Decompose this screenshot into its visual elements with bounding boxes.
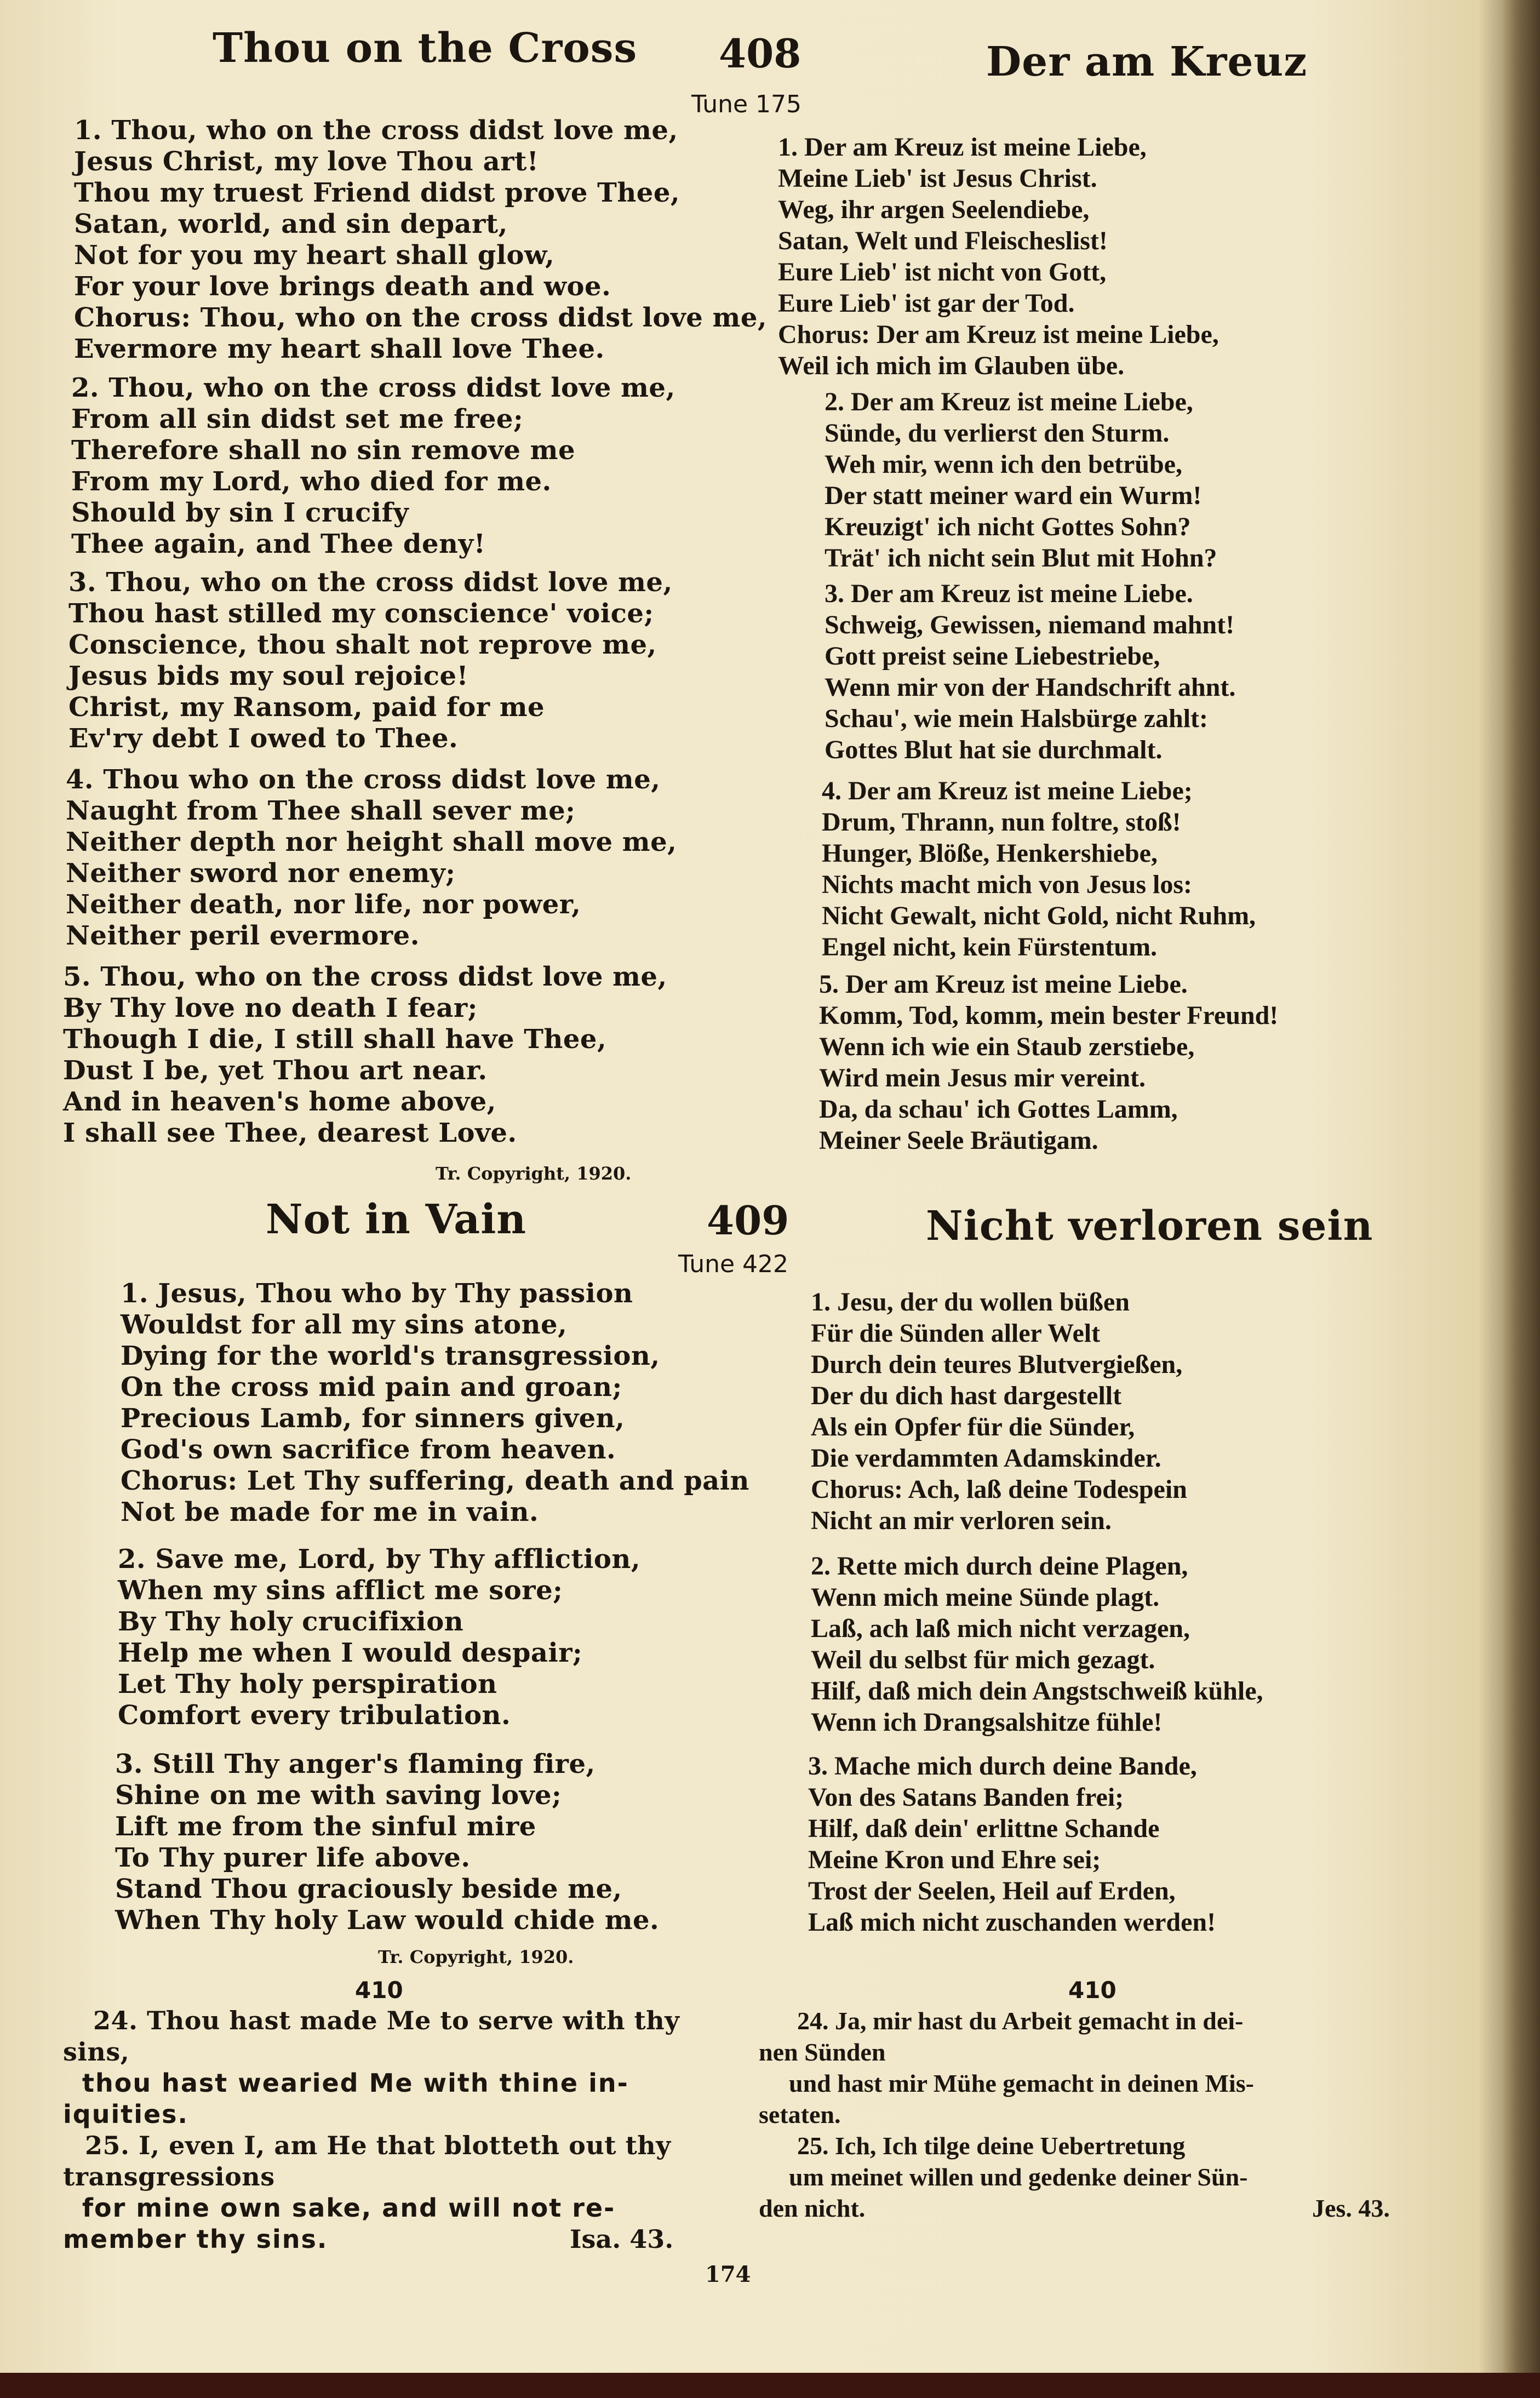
verse-line: God's own sacrifice from heaven. bbox=[121, 1434, 616, 1465]
verse-line: 4. Thou who on the cross didst love me, bbox=[66, 764, 661, 795]
verse-line: Meine Lieb' ist Jesus Christ. bbox=[778, 164, 1097, 193]
reading-410-german bbox=[759, 2005, 1254, 2224]
verse-line: transgressions bbox=[63, 2162, 275, 2191]
reading-410-reference-german: Jes. 43. bbox=[1312, 2194, 1390, 2222]
verse-line: Dust I be, yet Thou art near. bbox=[63, 1055, 488, 1086]
verse-line: And in heaven's home above, bbox=[63, 1086, 496, 1117]
verse-line: Trät' ich nicht sein Blut mit Hohn? bbox=[825, 543, 1217, 573]
verse-line: 3. Mache mich durch deine Bande, bbox=[808, 1752, 1197, 1781]
hymn-409-en-stanza-3 bbox=[115, 1749, 659, 1936]
page-edge bbox=[1502, 0, 1540, 2398]
verse-line: Weh mir, wenn ich den betrübe, bbox=[825, 450, 1182, 479]
reading-410-number-english: 410 bbox=[355, 1977, 403, 2004]
verse-line: Meiner Seele Bräutigam. bbox=[819, 1126, 1098, 1155]
verse-line: Meine Kron und Ehre sei; bbox=[808, 1845, 1101, 1874]
hymn-408-title-german: Der am Kreuz bbox=[986, 38, 1308, 85]
chorus-line: Chorus: Der am Kreuz ist meine Liebe, bbox=[778, 320, 1219, 349]
verse-line: sins, bbox=[63, 2037, 130, 2067]
verse-line: Die verdammten Adamskinder. bbox=[811, 1444, 1161, 1473]
hymn-409-en-stanza-2 bbox=[118, 1544, 640, 1731]
hymn-408-de-stanza-5 bbox=[819, 969, 1278, 1156]
hymn-408-de-stanza-2 bbox=[825, 386, 1217, 574]
verse-line: I shall see Thee, dearest Love. bbox=[63, 1118, 517, 1148]
verse-line: Komm, Tod, komm, mein bester Freund! bbox=[819, 1001, 1279, 1030]
verse-line: for mine own sake, and will not re- bbox=[82, 2193, 616, 2223]
verse-line: 1. Jesus, Thou who by Thy passion bbox=[121, 1278, 633, 1309]
verse-line: um meinet willen und gedenke deiner Sün- bbox=[789, 2163, 1248, 2191]
verse-line: Eure Lieb' ist gar der Tod. bbox=[778, 289, 1075, 318]
verse-line: 1. Jesu, der du wollen büßen bbox=[811, 1287, 1130, 1317]
verse-line: Naught from Thee shall sever me; bbox=[66, 795, 576, 826]
verse-line: Weil du selbst für mich gezagt. bbox=[811, 1645, 1155, 1674]
verse-line: 3. Still Thy anger's flaming fire, bbox=[115, 1749, 596, 1779]
verse-line: 1. Thou, who on the cross didst love me, bbox=[74, 115, 678, 146]
verse-line: Weil ich mich im Glauben übe. bbox=[778, 351, 1125, 380]
verse-line: Conscience, thou shalt not reprove me, bbox=[68, 629, 657, 660]
verse-line: Hilf, daß dein' erlittne Schande bbox=[808, 1814, 1160, 1843]
verse-line: Durch dein teures Blutvergießen, bbox=[811, 1350, 1183, 1379]
hymn-409-title-english: Not in Vain bbox=[266, 1196, 527, 1243]
verse-line: Thou my truest Friend didst prove Thee, bbox=[74, 178, 680, 208]
verse-line: 1. Der am Kreuz ist meine Liebe, bbox=[778, 133, 1147, 162]
chorus-line: Chorus: Thou, who on the cross didst love me, bbox=[74, 302, 768, 333]
hymn-408-de-stanza-1 bbox=[778, 131, 1219, 381]
hymn-409-en-stanza-1 bbox=[121, 1278, 749, 1528]
verse-line: Jesus bids my soul rejoice! bbox=[68, 661, 469, 691]
verse-line: Hunger, Blöße, Henkershiebe, bbox=[822, 839, 1158, 868]
verse-line: 24. Ja, mir hast du Arbeit gemacht in dei- bbox=[797, 2007, 1244, 2035]
verse-line: 2. Rette mich durch deine Plagen, bbox=[811, 1552, 1188, 1581]
verse-line: Nicht an mir verloren sein. bbox=[811, 1506, 1112, 1535]
reading-410-reference-english: Isa. 43. bbox=[570, 2224, 674, 2254]
verse-line: Stand Thou graciously beside me, bbox=[115, 1874, 622, 1904]
verse-line: Gott preist seine Liebestriebe, bbox=[825, 642, 1160, 671]
hymn-409-tune: Tune 422 bbox=[678, 1250, 789, 1278]
verse-line: On the cross mid pain and groan; bbox=[121, 1372, 622, 1403]
verse-line: Lift me from the sinful mire bbox=[115, 1811, 536, 1842]
verse-line: Satan, world, and sin depart, bbox=[74, 209, 508, 239]
verse-line: Trost der Seelen, Heil auf Erden, bbox=[808, 1876, 1176, 1905]
verse-line: Let Thy holy perspiration bbox=[118, 1669, 497, 1699]
verse-line: 2. Thou, who on the cross didst love me, bbox=[71, 373, 675, 403]
verse-line: Gottes Blut hat sie durchmalt. bbox=[825, 735, 1163, 764]
verse-line: Drum, Thrann, nun foltre, stoß! bbox=[822, 808, 1181, 837]
verse-line: Engel nicht, kein Fürstentum. bbox=[822, 932, 1158, 962]
verse-line: For your love brings death and woe. bbox=[74, 271, 611, 302]
chorus-line: Chorus: Let Thy suffering, death and pain bbox=[121, 1466, 749, 1496]
verse-line: By Thy love no death I fear; bbox=[63, 993, 478, 1023]
verse-line: Should by sin I crucify bbox=[71, 497, 409, 528]
hymn-409-de-stanza-3 bbox=[808, 1750, 1216, 1938]
verse-line: Comfort every tribulation. bbox=[118, 1700, 511, 1731]
verse-line: Neither peril evermore. bbox=[66, 920, 420, 951]
verse-line: 25. Ich, Ich tilge deine Uebertretung bbox=[797, 2132, 1186, 2160]
verse-line: Schweig, Gewissen, niemand mahnt! bbox=[825, 610, 1235, 639]
verse-line: Eure Lieb' ist nicht von Gott, bbox=[778, 257, 1107, 287]
verse-line: Wird mein Jesus mir vereint. bbox=[819, 1063, 1146, 1092]
reading-410-number-german: 410 bbox=[1068, 1977, 1117, 2004]
verse-line: Neither death, nor life, nor power, bbox=[66, 889, 581, 920]
verse-line: Thou hast stilled my conscience' voice; bbox=[68, 598, 654, 629]
verse-line: Laß, ach laß mich nicht verzagen, bbox=[811, 1614, 1190, 1643]
verse-line: Für die Sünden aller Welt bbox=[811, 1319, 1101, 1348]
verse-line: Ev'ry debt I owed to Thee. bbox=[68, 723, 459, 754]
verse-line: 5. Thou, who on the cross didst love me, bbox=[63, 962, 667, 992]
verse-line: When my sins afflict me sore; bbox=[118, 1575, 563, 1606]
hymn-408-title-english: Thou on the Cross bbox=[213, 25, 638, 72]
verse-line: Help me when I would despair; bbox=[118, 1638, 583, 1668]
hymn-408-en-stanza-3 bbox=[68, 567, 673, 754]
verse-line: Wenn mir von der Handschrift ahnt. bbox=[825, 673, 1236, 702]
verse-line: From my Lord, who died for me. bbox=[71, 466, 552, 497]
verse-line: Jesus Christ, my love Thou art! bbox=[74, 146, 539, 177]
verse-line: Neither depth nor height shall move me, bbox=[66, 827, 677, 857]
verse-line: und hast mir Mühe gemacht in deinen Mis- bbox=[789, 2069, 1254, 2097]
verse-line: 2. Der am Kreuz ist meine Liebe, bbox=[825, 387, 1193, 416]
verse-line: Als ein Opfer für die Sünder, bbox=[811, 1412, 1135, 1441]
verse-line: Weg, ihr argen Seelendiebe, bbox=[778, 195, 1090, 224]
hymn-409-number: 409 bbox=[707, 1197, 789, 1244]
verse-line: Satan, Welt und Fleischeslist! bbox=[778, 226, 1108, 255]
verse-line: By Thy holy crucifixion bbox=[118, 1606, 464, 1637]
verse-line: den nicht. bbox=[759, 2194, 866, 2222]
verse-line: Though I die, I still shall have Thee, bbox=[63, 1024, 607, 1055]
verse-line: 25. I, even I, am He that blotteth out thy bbox=[85, 2131, 671, 2160]
verse-line: member thy sins. bbox=[63, 2224, 328, 2254]
verse-line: Schau', wie mein Halsbürge zahlt: bbox=[825, 704, 1209, 733]
verse-line: Der du dich hast dargestellt bbox=[811, 1381, 1122, 1410]
hymn-409-title-german: Nicht verloren sein bbox=[926, 1203, 1373, 1250]
verse-line: Dying for the world's transgression, bbox=[121, 1341, 660, 1371]
page-number: 174 bbox=[705, 2262, 751, 2287]
hymn-409-de-stanza-2 bbox=[811, 1550, 1263, 1738]
verse-line: nen Sünden bbox=[759, 2038, 886, 2066]
verse-line: Not be made for me in vain. bbox=[121, 1497, 539, 1527]
verse-line: 3. Der am Kreuz ist meine Liebe. bbox=[825, 579, 1193, 608]
hymn-408-en-stanza-2 bbox=[71, 373, 675, 560]
reading-410-english bbox=[63, 2005, 679, 2255]
verse-line: Wouldst for all my sins atone, bbox=[121, 1309, 568, 1340]
chorus-line: Chorus: Ach, laß deine Todespein bbox=[811, 1475, 1187, 1504]
verse-line: Thee again, and Thee deny! bbox=[71, 529, 486, 559]
verse-line: setaten. bbox=[759, 2101, 841, 2128]
hymn-409-copyright: Tr. Copyright, 1920. bbox=[378, 1947, 574, 1967]
verse-line: To Thy purer life above. bbox=[115, 1842, 471, 1873]
verse-line: 4. Der am Kreuz ist meine Liebe; bbox=[822, 776, 1193, 805]
verse-line: Nichts macht mich von Jesus los: bbox=[822, 870, 1193, 899]
verse-line: Da, da schau' ich Gottes Lamm, bbox=[819, 1095, 1178, 1124]
hymn-408-number: 408 bbox=[719, 30, 802, 77]
hymn-409-de-stanza-1 bbox=[811, 1286, 1187, 1536]
verse-line: Wenn mich meine Sünde plagt. bbox=[811, 1583, 1160, 1612]
verse-line: Shine on me with saving love; bbox=[115, 1780, 562, 1811]
verse-line: Sünde, du verlierst den Sturm. bbox=[825, 419, 1170, 448]
verse-line: Evermore my heart shall love Thee. bbox=[74, 334, 605, 364]
hymn-408-de-stanza-3 bbox=[825, 578, 1235, 765]
verse-line: 24. Thou hast made Me to serve with thy bbox=[93, 2006, 680, 2035]
verse-line: Therefore shall no sin remove me bbox=[71, 435, 575, 466]
hymn-408-de-stanza-4 bbox=[822, 775, 1256, 963]
verse-line: iquities. bbox=[63, 2099, 189, 2129]
verse-line: 5. Der am Kreuz ist meine Liebe. bbox=[819, 970, 1188, 999]
verse-line: Der statt meiner ward ein Wurm! bbox=[825, 481, 1202, 510]
hymn-408-en-stanza-1 bbox=[74, 115, 767, 365]
verse-line: Precious Lamb, for sinners given, bbox=[121, 1403, 625, 1434]
hymn-408-copyright: Tr. Copyright, 1920. bbox=[436, 1163, 632, 1184]
verse-line: Neither sword nor enemy; bbox=[66, 858, 456, 889]
bottom-band bbox=[0, 2373, 1540, 2398]
verse-line: Hilf, daß mich dein Angstschweiß kühle, bbox=[811, 1676, 1263, 1706]
hymn-408-en-stanza-4 bbox=[66, 764, 677, 952]
verse-line: When Thy holy Law would chide me. bbox=[115, 1905, 660, 1936]
hymn-408-en-stanza-5 bbox=[63, 962, 667, 1149]
hymn-408-tune: Tune 175 bbox=[691, 90, 802, 118]
verse-line: Nicht Gewalt, nicht Gold, nicht Ruhm, bbox=[822, 901, 1256, 930]
verse-line: 2. Save me, Lord, by Thy affliction, bbox=[118, 1544, 641, 1575]
verse-line: Von des Satans Banden frei; bbox=[808, 1783, 1124, 1812]
verse-line: Laß mich nicht zuschanden werden! bbox=[808, 1908, 1216, 1937]
verse-line: Not for you my heart shall glow, bbox=[74, 240, 555, 271]
verse-line: Wenn ich wie ein Staub zerstiebe, bbox=[819, 1032, 1195, 1061]
verse-line: Kreuzigt' ich nicht Gottes Sohn? bbox=[825, 512, 1191, 541]
verse-line: thou hast wearied Me with thine in- bbox=[82, 2068, 629, 2098]
verse-line: 3. Thou, who on the cross didst love me, bbox=[68, 567, 673, 598]
verse-line: From all sin didst set me free; bbox=[71, 404, 524, 434]
verse-line: Wenn ich Drangsalshitze fühle! bbox=[811, 1708, 1163, 1737]
verse-line: Christ, my Ransom, paid for me bbox=[68, 692, 545, 723]
